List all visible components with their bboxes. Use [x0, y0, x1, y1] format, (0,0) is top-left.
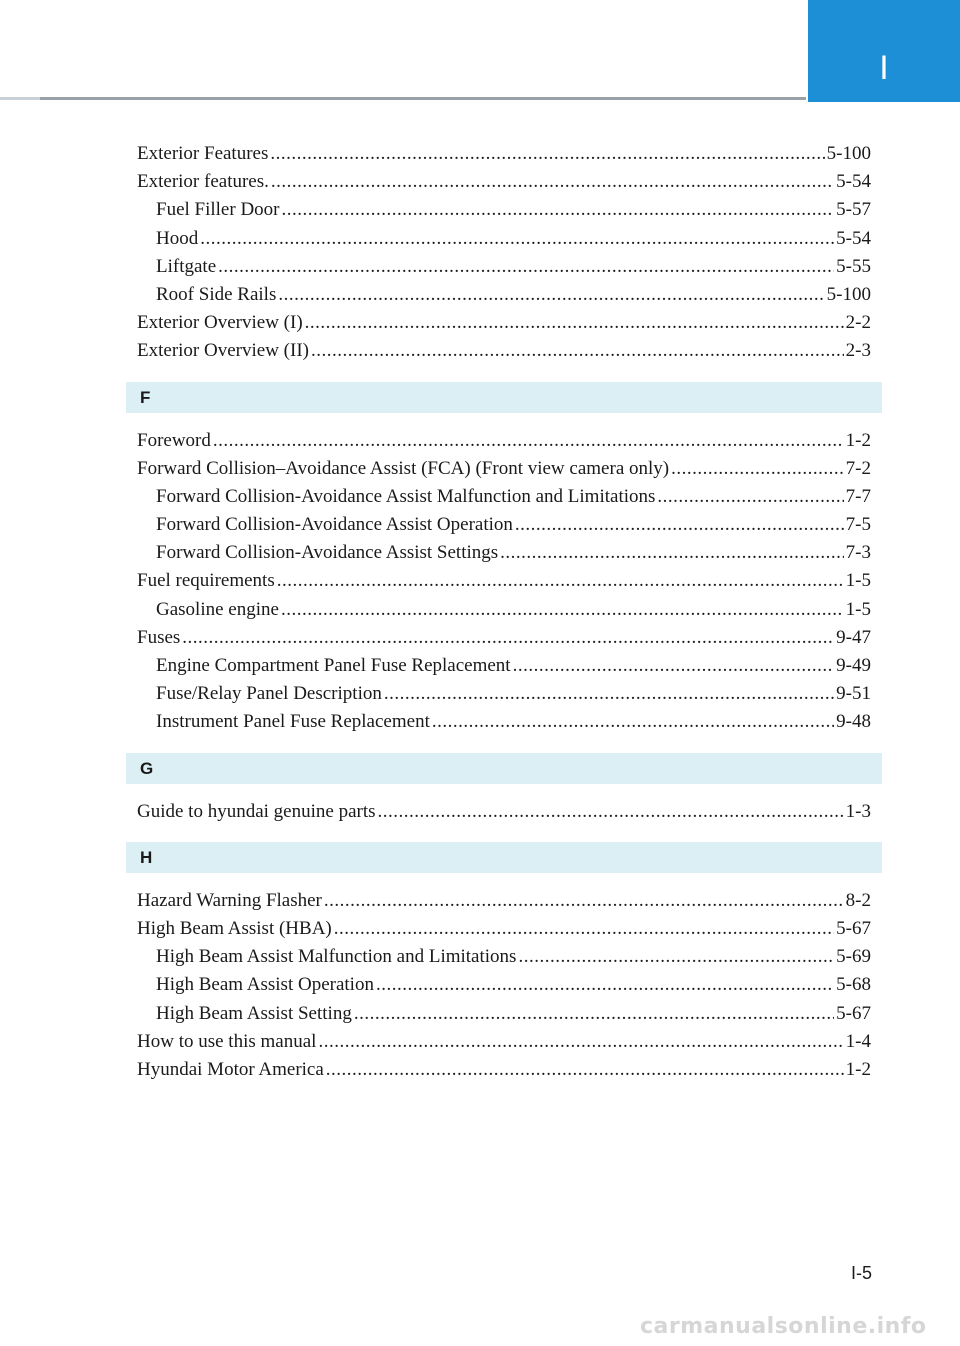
entry-label: Exterior features.: [137, 171, 269, 193]
dot-leader: [311, 337, 844, 365]
index-subentry[interactable]: [137, 680, 871, 708]
entry-page-ref: 5-57: [836, 199, 871, 221]
index-tab: [808, 0, 960, 102]
dot-leader: [200, 225, 834, 253]
entry-page-ref: 5-55: [836, 255, 871, 277]
dot-leader: [671, 455, 844, 483]
entry-page-ref: 1-5: [845, 598, 871, 620]
entry-label: Hood: [156, 227, 199, 249]
entry-label: Fuse/Relay Panel Description: [156, 683, 382, 705]
dot-leader: [278, 281, 824, 309]
entry-page-ref: 5-100: [826, 143, 871, 164]
section-header-h: H: [126, 842, 882, 873]
entry-page-ref: 8-2: [845, 889, 871, 911]
entry-label: Gasoline engine: [156, 598, 279, 620]
entry-label: Exterior Overview (I): [137, 312, 303, 334]
entry-page-ref: 9-47: [836, 626, 871, 648]
entry-label: Hazard Warning Flasher: [137, 889, 322, 911]
index-subentry[interactable]: [137, 196, 871, 224]
entry-page-ref: 1-5: [845, 570, 871, 592]
dot-leader: [282, 196, 835, 224]
dot-leader: [354, 1000, 834, 1028]
dot-leader: [277, 567, 844, 595]
entry-page-ref: 7-2: [845, 457, 871, 479]
entry-page-ref: 9-48: [836, 711, 871, 733]
entry-label: Exterior Features: [137, 143, 269, 164]
entry-label: High Beam Assist Setting: [156, 1002, 352, 1024]
entry-page-ref: 5-54: [836, 171, 871, 193]
dot-leader: [218, 253, 834, 281]
entry-label: Foreword: [137, 429, 211, 451]
page-number: I-5: [850, 1263, 872, 1283]
index-subentry[interactable]: [137, 652, 871, 680]
dot-leader: [515, 511, 844, 539]
index-entry[interactable]: [137, 1028, 871, 1056]
index-subentry[interactable]: [137, 708, 871, 736]
dot-leader: [518, 943, 834, 971]
index-entry[interactable]: [137, 887, 871, 915]
entry-label: Instrument Panel Fuse Replacement: [156, 711, 430, 733]
entry-label: Forward Collision-Avoidance Assist Operation: [156, 514, 513, 536]
dot-leader: [334, 915, 834, 943]
dot-leader: [376, 971, 834, 999]
entry-page-ref: 2-3: [845, 340, 871, 362]
index-entry[interactable]: [137, 624, 871, 652]
index-entry[interactable]: [137, 455, 871, 483]
dot-leader: [500, 539, 844, 567]
dot-leader: [384, 680, 834, 708]
entry-label: Fuses: [137, 626, 181, 648]
index-subentry[interactable]: [137, 596, 871, 624]
entry-label: Roof Side Rails: [156, 283, 277, 305]
dot-leader: [281, 596, 844, 624]
entry-label: Engine Compartment Panel Fuse Replacement: [156, 655, 511, 676]
dot-leader: [182, 624, 834, 652]
dot-leader: [432, 708, 834, 736]
index-subentry[interactable]: [137, 483, 871, 511]
entry-page-ref: 5-100: [826, 283, 871, 305]
entry-label: High Beam Assist Operation: [156, 974, 374, 996]
index-list: [137, 140, 871, 1084]
index-subentry[interactable]: [137, 943, 871, 971]
index-subentry[interactable]: [137, 511, 871, 539]
entry-page-ref: 1-4: [845, 1030, 871, 1052]
section-header-f: F: [126, 382, 882, 413]
dot-leader: [657, 483, 843, 511]
index-subentry[interactable]: [137, 225, 871, 253]
entry-page-ref: 5-54: [836, 227, 871, 249]
dot-leader: [378, 798, 844, 826]
index-entry[interactable]: [137, 140, 871, 168]
index-entry[interactable]: [137, 915, 871, 943]
entry-label: Guide to hyundai genuine parts: [137, 800, 376, 822]
entry-page-ref: 1-3: [845, 800, 871, 822]
entry-page-ref: 7-5: [845, 514, 871, 536]
entry-page-ref: 7-7: [845, 485, 871, 507]
entry-label: Fuel requirements: [137, 570, 275, 592]
entry-page-ref: 5-67: [836, 1002, 871, 1024]
index-entry[interactable]: [137, 798, 871, 826]
entry-label: Fuel Filler Door: [156, 199, 280, 221]
index-entry[interactable]: [137, 309, 871, 337]
index-subentry[interactable]: [137, 971, 871, 999]
index-subentry[interactable]: [137, 1000, 871, 1028]
entry-page-ref: 9-49: [836, 655, 871, 676]
entry-page-ref: 1-2: [845, 1058, 871, 1080]
header-rule: [0, 97, 806, 100]
entry-label: Exterior Overview (II): [137, 340, 309, 362]
dot-leader: [271, 168, 834, 196]
index-subentry[interactable]: [137, 539, 871, 567]
index-entry[interactable]: [137, 567, 871, 595]
index-subentry[interactable]: [137, 281, 871, 309]
entry-page-ref: 5-67: [836, 917, 871, 939]
entry-page-ref: 7-3: [845, 542, 871, 564]
dot-leader: [513, 652, 835, 680]
entry-page-ref: 1-2: [845, 429, 871, 451]
entry-label: Forward Collision-Avoidance Assist Malfunction and Limitations: [156, 485, 656, 507]
entry-label: How to use this manual: [137, 1030, 317, 1052]
index-entry[interactable]: [137, 1056, 871, 1084]
index-tab-letter: I: [879, 49, 889, 87]
index-entry[interactable]: [137, 168, 871, 196]
header-rule-accent: [0, 97, 40, 100]
watermark: carmanualsonline.info: [640, 1314, 927, 1339]
entry-label: Liftgate: [156, 255, 217, 277]
entry-page-ref: 2-2: [845, 312, 871, 334]
dot-leader: [326, 1056, 844, 1084]
entry-label: Forward Collision-Avoidance Assist Settings: [156, 542, 499, 564]
entry-label: High Beam Assist Malfunction and Limitations: [156, 946, 517, 968]
index-entry[interactable]: [137, 427, 871, 455]
index-subentry[interactable]: [137, 253, 871, 281]
entry-page-ref: 5-68: [836, 974, 871, 996]
section-header-g: G: [126, 753, 882, 784]
entry-label: High Beam Assist (HBA): [137, 917, 332, 939]
entry-page-ref: 9-51: [836, 683, 871, 705]
dot-leader: [213, 427, 844, 455]
entry-label: Forward Collision–Avoidance Assist (FCA) (Front view camera only): [137, 457, 670, 479]
dot-leader: [305, 309, 844, 337]
dot-leader: [318, 1028, 843, 1056]
entry-page-ref: 5-69: [836, 946, 871, 968]
index-entry[interactable]: [137, 337, 871, 365]
entry-label: Hyundai Motor America: [137, 1058, 324, 1080]
dot-leader: [324, 887, 844, 915]
dot-leader: [270, 140, 824, 168]
